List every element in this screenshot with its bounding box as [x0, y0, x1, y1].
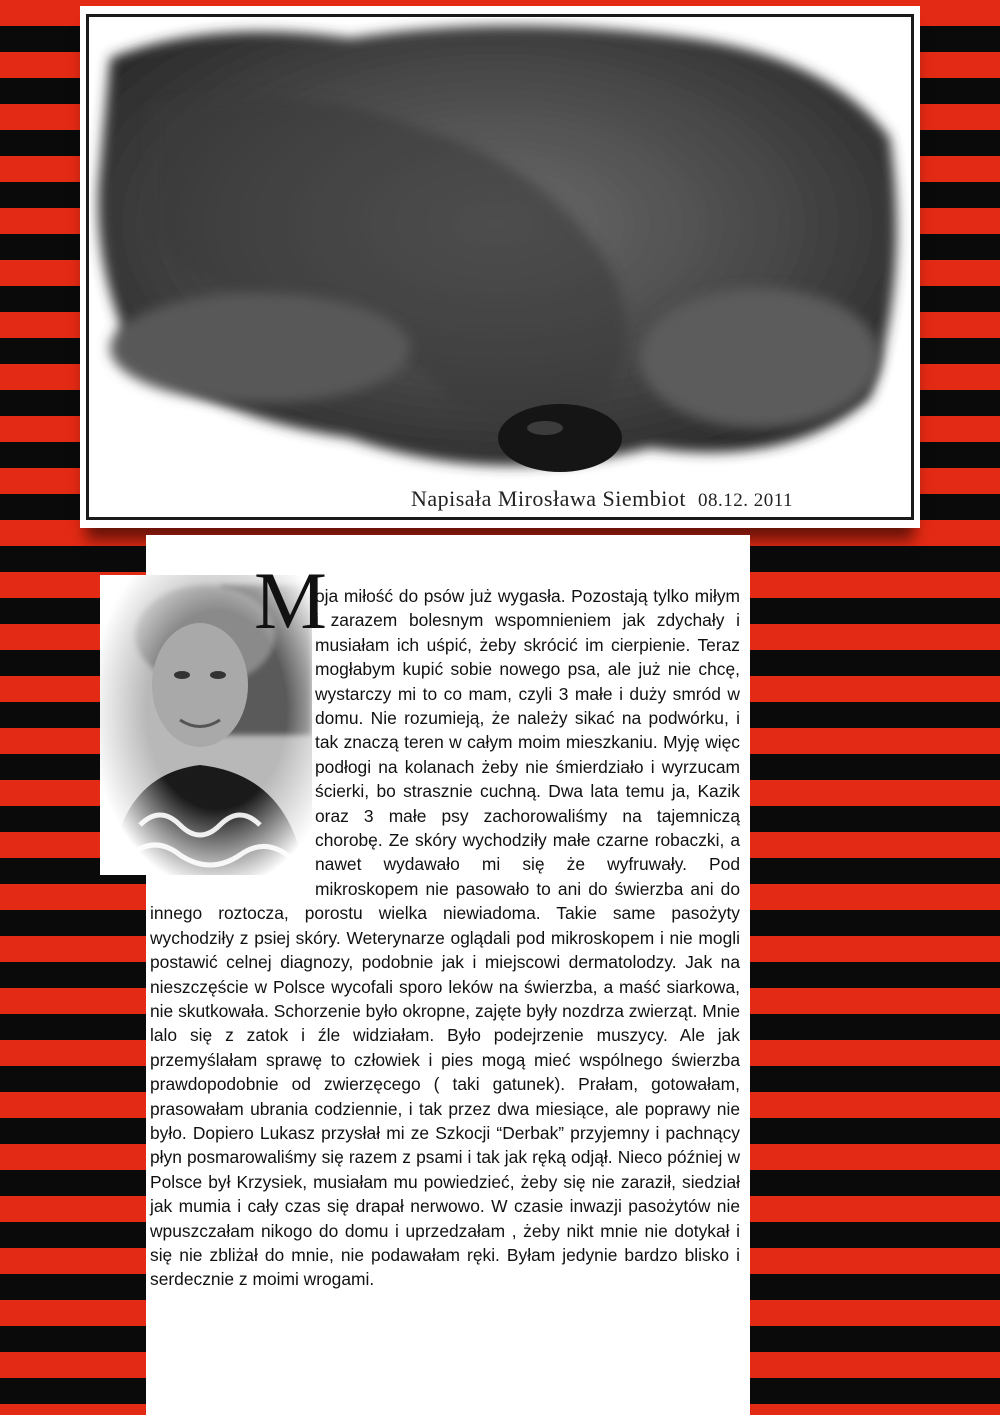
author-name: Napisała Mirosława Siembiot [410, 486, 686, 511]
dog-photo [90, 18, 910, 488]
article-date: 08.12. 2011 [697, 490, 794, 511]
portrait-spacer-2 [150, 585, 315, 897]
photo-frame [80, 6, 920, 528]
article-text: oja miłość do psów już wygasła. Pozostają tylko miłym i zarazem bolesnym wspomnieniem jak zdychały i musiałam ich uśpić, żeby skrócić im cierpienie. Teraz mogłabym kupić sobie nowego psa, ale już nie chcę, wystarczy mi to co mam, czyli 3 małe i duży smród w domu. Nie rozumieją, że należy sikać na podwórku, i tak znaczą teren w całym moim mieszkaniu. Myję więc podłogi na kolanach żeby nie śmierdziało i wyrzucam ścierki, bo strasznie cuchną. Dwa lata temu ja, Kazik oraz 3 małe psy zachorowaliśmy na tajemniczą chorobę. Ze skóry wychodziły małe czarne robaczki, a nawet wydawało mi się że wyfruwały. Pod mikroskopem nie pasowało to ani do świerzba ani do innego roztocza, porostu wielka niewiadoma. Takie same pasożyty wychodziły z psiej skóry. Weterynarze oglądali pod mikroskopem i nie mogli postawić celnej diagnozy, podobnie jak i miejscowi dermatolodzy. Jak na nieszczęście w Polsce wycofali sporo leków na świerzba, a maść siarkowa, nie skutkowała. Schorzenie było okropne, zajęte były nozdrza zwierząt. Mnie lalo się z zatok i źle widziałam. Było podejrzenie muszycy. Ale jak przemyślałam sprawę to człowiek i pies mogą mieć wspólnego świerzba prawdopodobnie od zwierzęcego ( taki gatunek). Prałam, gotowałam, prasowałam ubrania codziennie, i tak przez dwa miesiące, ale poprawy nie było. Dopiero Lukasz przysłał mi ze Szkocji “Derbak” przyjemny i pachnący płyn posmarowaliśmy się razem z psami i tak jak ręką odjął. Nieco później w Polsce był Krzysiek, musiałam mu powiedzieć, żeby się nie zaraził, siedział jak mumia i cały czas się drapał nerwowo. W czasie inwazji pasożytów nie wpuszczałam nikogo do domu i uprzedzałam , żeby nikt mnie nie dotykał i się nie zbliżał do mnie, nie podawałam ręki. Byłam jedynie bardzo blisko i serdecznie z moimi wrogami. [150, 586, 740, 1290]
byline [342, 486, 862, 512]
article-body [150, 584, 740, 1292]
drop-cap: M [254, 555, 327, 646]
